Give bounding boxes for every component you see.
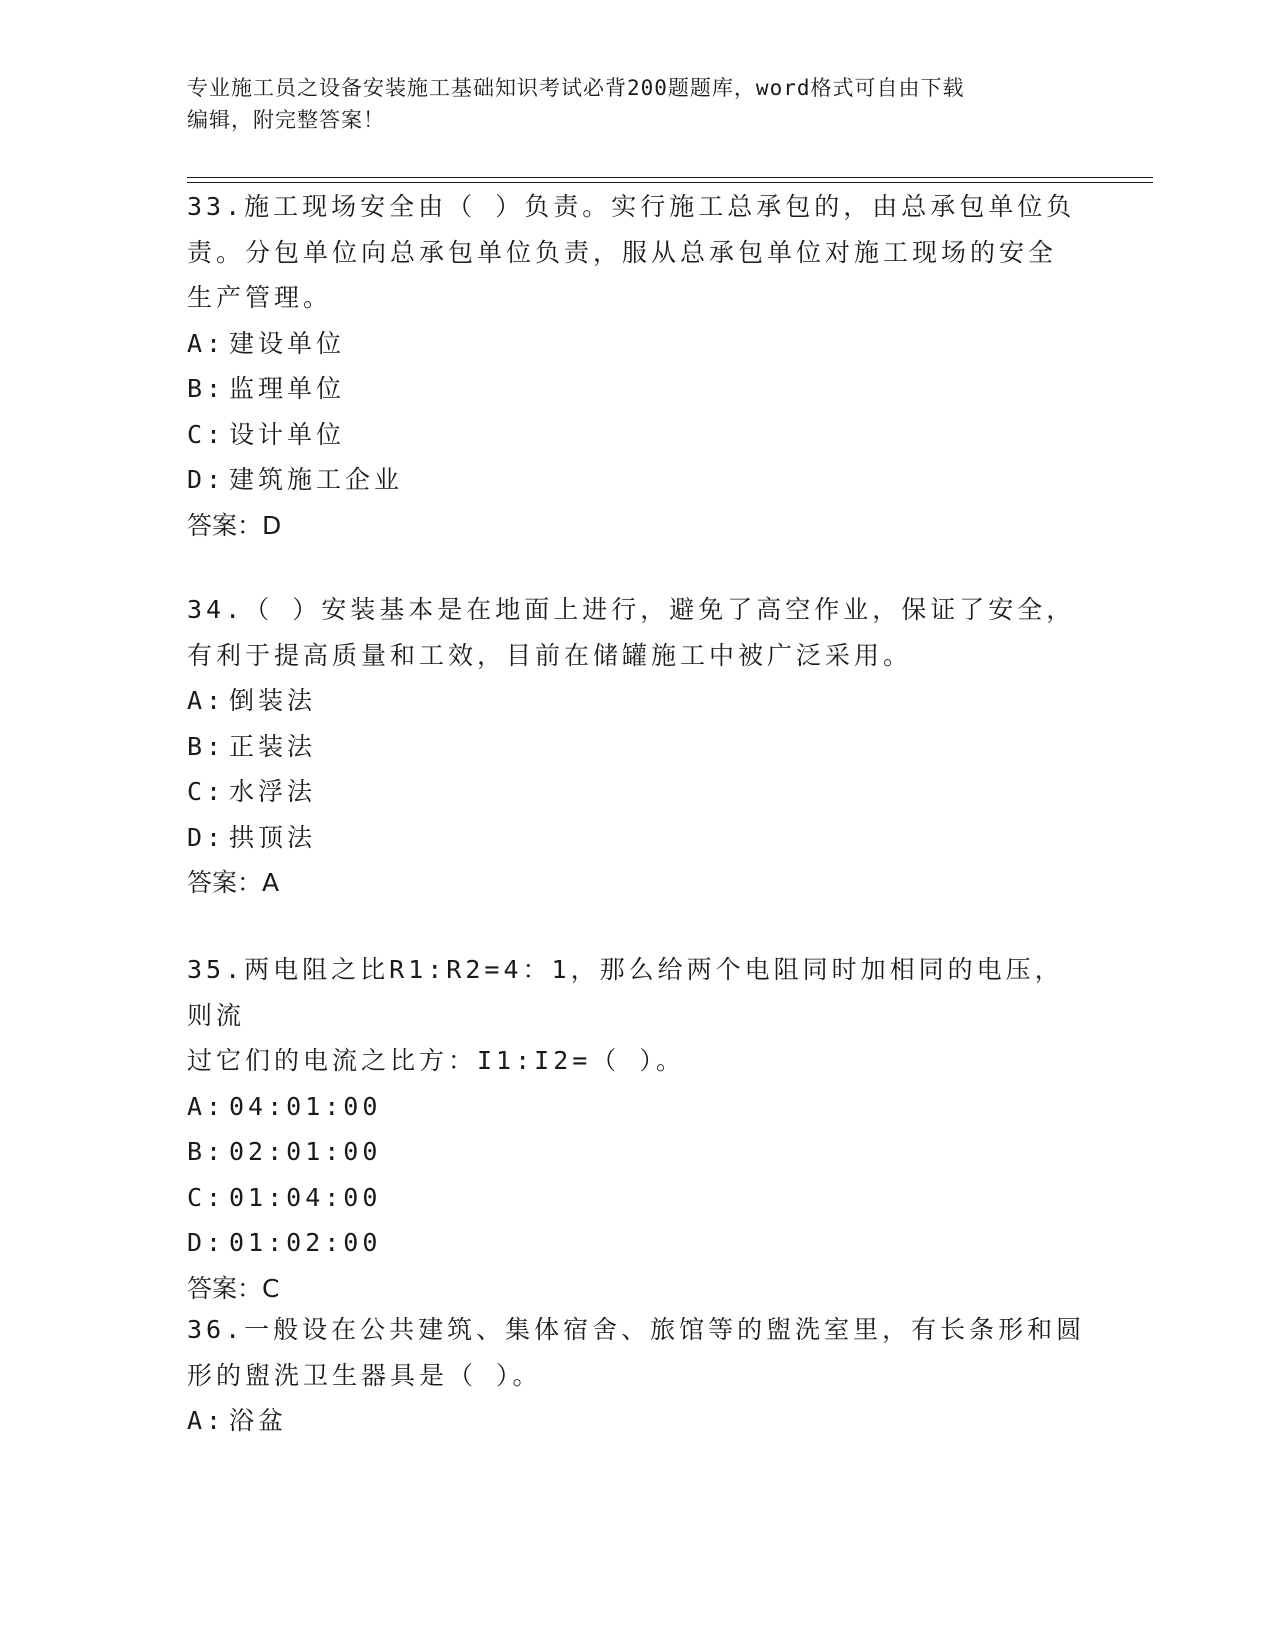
option-text: 01:04:00 <box>229 1182 382 1212</box>
option-letter: C: <box>187 777 226 806</box>
option-letter: D: <box>187 1228 226 1257</box>
question-stem-line: 责。分包单位向总承包单位负责，服从总承包单位对施工现场的安全 <box>187 237 1058 267</box>
option-a <box>187 678 1087 724</box>
question-stem-line: 过它们的电流之比方：I1:I2=（ ）。 <box>187 1046 685 1075</box>
option-text: 01:02:00 <box>229 1228 382 1257</box>
option-letter: A: <box>187 686 226 715</box>
option-text: 水浮法 <box>229 777 317 806</box>
answer-line: 答案：A <box>187 868 280 897</box>
header-divider-bottom <box>187 182 1153 183</box>
option-text: 建设单位 <box>229 328 346 358</box>
option-b <box>187 1129 1087 1175</box>
option-text: 02:01:00 <box>229 1137 382 1166</box>
option-text: 建筑施工企业 <box>229 465 404 494</box>
question-stem-line: 有利于提高质量和工效，目前在储罐施工中被广泛采用。 <box>187 640 913 670</box>
header-line-2: 编辑，附完整答案！ <box>187 108 385 132</box>
option-a <box>187 321 1087 367</box>
option-a <box>187 1398 1087 1444</box>
option-a <box>187 1084 1087 1130</box>
option-text: 设计单位 <box>229 419 346 449</box>
option-letter: C: <box>187 419 226 449</box>
document-header <box>187 72 1067 136</box>
option-d <box>187 815 1087 861</box>
option-letter: C: <box>187 1182 226 1212</box>
option-text: 正装法 <box>229 731 317 761</box>
answer-line: 答案：C <box>187 1273 280 1303</box>
option-letter: B: <box>187 1137 226 1166</box>
question-35 <box>187 947 1087 1311</box>
option-c <box>187 1175 1087 1221</box>
option-c <box>187 769 1087 815</box>
option-letter: B: <box>187 374 226 403</box>
option-d <box>187 1220 1087 1266</box>
question-stem-line: 形的盥洗卫生器具是（ ）。 <box>187 1360 542 1390</box>
option-b <box>187 366 1087 412</box>
option-text: 浴盆 <box>229 1406 288 1435</box>
option-d <box>187 457 1087 503</box>
question-33 <box>187 184 1087 548</box>
option-letter: A: <box>187 1091 226 1121</box>
option-text: 倒装法 <box>229 686 317 715</box>
option-letter: A: <box>187 328 226 358</box>
option-letter: D: <box>187 822 226 852</box>
header-divider-top <box>187 177 1153 178</box>
option-letter: D: <box>187 465 226 494</box>
question-stem-line: 36.一般设在公共建筑、集体宿舍、旅馆等的盥洗室里，有长条形和圆 <box>187 1315 1086 1344</box>
option-letter: B: <box>187 731 226 761</box>
option-text: 监理单位 <box>229 374 346 403</box>
question-stem-line: 35.两电阻之比R1:R2=4：1，那么给两个电阻同时加相同的电压，则流 <box>187 955 1064 1030</box>
question-34 <box>187 587 1087 906</box>
option-letter: A: <box>187 1406 226 1435</box>
question-stem-line: 生产管理。 <box>187 283 333 312</box>
option-b <box>187 724 1087 770</box>
question-stem-line: 34.（ ）安装基本是在地面上进行，避免了高空作业，保证了安全， <box>187 595 1076 624</box>
question-36 <box>187 1307 1087 1444</box>
answer-line: 答案：D <box>187 510 282 540</box>
option-text: 拱顶法 <box>229 822 317 852</box>
question-stem-line: 33.施工现场安全由（ ）负责。实行施工总承包的，由总承包单位负 <box>187 192 1076 221</box>
header-line-1: 专业施工员之设备安装施工基础知识考试必背200题题库，word格式可自由下载 <box>187 76 965 100</box>
option-c <box>187 412 1087 458</box>
option-text: 04:01:00 <box>229 1091 382 1121</box>
